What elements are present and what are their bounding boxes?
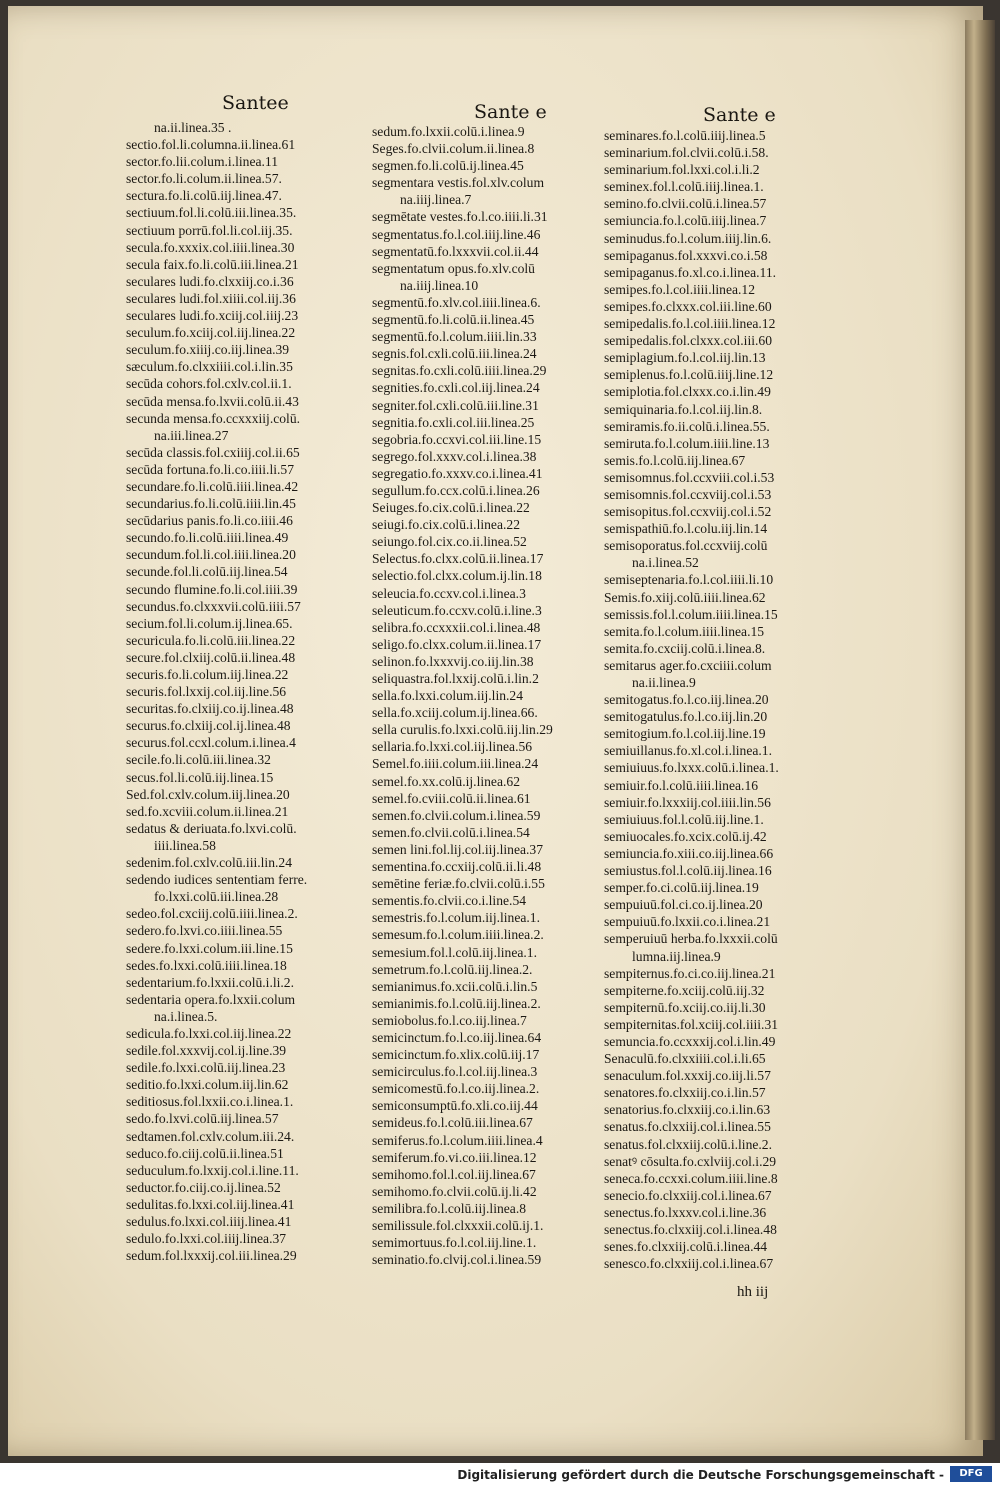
index-entry: Semis.fo.xiij.colū.iiii.linea.62: [604, 589, 766, 605]
running-head-right: Sante e: [703, 104, 776, 126]
index-entry: segmentatū.fo.lxxxvii.col.ii.44: [372, 243, 539, 259]
index-entry: semitogatulus.fo.l.co.iij.lin.20: [604, 709, 768, 725]
index-entry: securus.fo.clxiij.col.ij.linea.48: [126, 718, 291, 734]
index-entry: na.ii.linea.35 .: [154, 120, 232, 135]
index-entry: Sed.fol.cxlv.colum.iij.linea.20: [126, 786, 290, 802]
index-entry: secus.fol.li.colū.iij.linea.15: [126, 769, 274, 785]
index-entry: segmentū.fo.li.colū.ii.linea.45: [372, 312, 535, 328]
index-entry: sedulitas.fo.lxxi.col.iij.linea.41: [126, 1196, 295, 1212]
index-entry: semianimis.fo.l.colū.iij.linea.2.: [372, 995, 541, 1011]
index-entry: Senaculū.fo.clxxiiii.col.i.li.65: [604, 1051, 766, 1067]
index-entry: sedes.fo.lxxi.colū.iiii.linea.18: [126, 957, 287, 973]
index-entry: semperuiuū herba.fo.lxxxii.colū: [604, 931, 778, 947]
index-entry: semesum.fo.l.colum.iiii.linea.2.: [372, 927, 544, 943]
index-entry: senectus.fo.clxxiij.col.i.linea.48: [604, 1222, 777, 1237]
index-entry: lumna.iij.linea.9: [632, 948, 721, 964]
index-entry: seiugi.fo.cix.colū.i.linea.22: [372, 517, 520, 533]
index-entry: semipes.fo.l.col.iiii.linea.12: [604, 281, 756, 297]
dfg-logo: DFG: [950, 1466, 992, 1482]
index-entry: segmentatum opus.fo.xlv.colū: [372, 260, 535, 276]
index-entry: sempiternitas.fol.xciij.col.iiii.31: [604, 1016, 779, 1032]
index-entry: iiii.linea.58: [154, 837, 216, 853]
index-entry: seculares ludi.fol.xiiii.col.iij.36: [126, 290, 296, 306]
index-entry: semetrum.fo.l.colū.iij.linea.2.: [372, 961, 533, 977]
index-entry: selectio.fol.clxx.colum.ij.lin.18: [372, 568, 542, 584]
index-entry: sedeo.fol.cxciij.colū.iiii.linea.2.: [126, 906, 298, 922]
index-entry: semisomnus.fol.ccxviii.col.i.53: [604, 469, 775, 485]
index-entry: semicomestū.fo.l.co.iij.linea.2.: [372, 1081, 540, 1097]
index-entry: sedendo iudices sententiam ferre.: [126, 872, 308, 888]
index-entry: senatores.fo.clxxiij.co.i.lin.57: [604, 1085, 766, 1101]
index-entry: semiuillanus.fo.xl.col.i.linea.1.: [604, 743, 773, 759]
index-entry: semilissule.fol.clxxxii.colū.ij.1.: [372, 1218, 544, 1233]
index-entry: sella curulis.fo.lxxi.colū.iij.lin.29: [372, 722, 553, 738]
index-entry: fo.lxxi.colū.iii.linea.28: [154, 889, 279, 905]
index-entry: secundarius.fo.li.colū.iiii.lin.45: [126, 496, 296, 512]
index-entry: semiconsumptū.fo.xli.co.iij.44: [372, 1098, 538, 1114]
index-entry: seleuticum.fo.ccxv.colū.i.line.3: [372, 602, 542, 618]
index-entry: segullum.fo.ccx.colū.i.linea.26: [372, 482, 540, 498]
index-entry: seduculum.fo.lxxij.col.i.line.11.: [126, 1162, 299, 1178]
index-entry: segnities.fo.cxli.col.iij.linea.24: [372, 380, 540, 396]
index-entry: sedicula.fo.lxxi.col.iij.linea.22: [126, 1025, 292, 1041]
index-entry: segmentū.fo.l.colum.iiii.lin.33: [372, 329, 537, 345]
index-entry: sempuiuū.fo.lxxii.co.i.linea.21: [604, 914, 771, 930]
index-entry: seminudus.fo.l.colum.iiij.lin.6.: [604, 230, 772, 246]
index-entry: seiungo.fol.cix.co.ii.linea.52: [372, 534, 527, 550]
index-entry: sedulus.fo.lxxi.col.iiij.linea.41: [126, 1214, 292, 1229]
index-entry: segniter.fol.cxli.colū.iii.line.31: [372, 397, 539, 413]
index-entry: seditiosus.fol.lxxii.co.i.linea.1.: [126, 1094, 294, 1110]
index-entry: semisoporatus.fol.ccxviij.colū: [604, 538, 768, 554]
footer-credit: Digitalisierung gefördert durch die Deutsche Forschungsgemeinschaft -: [457, 1468, 944, 1482]
index-entry: secundare.fo.li.colū.iiii.linea.42: [126, 478, 299, 494]
index-entry: semiplenus.fo.l.colū.iiij.line.12: [604, 367, 774, 383]
index-entry: semitarus ager.fo.cxciiii.colum: [604, 657, 772, 673]
index-column-middle: [372, 123, 553, 1268]
index-entry: secula.fo.xxxix.col.iiii.linea.30: [126, 239, 295, 255]
index-entry: sempuiuū.fol.ci.co.ij.linea.20: [604, 897, 763, 913]
index-entry: seductor.fo.ciij.co.ij.linea.52: [126, 1179, 281, 1195]
index-entry: seminatio.fo.clvij.col.i.linea.59: [372, 1252, 542, 1268]
index-entry: senes.fo.clxxiij.colū.i.linea.44: [604, 1239, 768, 1255]
index-entry: sectura.fo.li.colū.iij.linea.47.: [126, 188, 282, 204]
index-entry: sempiternus.fo.ci.co.iij.linea.21: [604, 965, 776, 981]
index-entry: semiuncia.fo.l.colū.iiij.linea.7: [604, 213, 767, 229]
index-entry: semiseptenaria.fo.l.col.iiii.li.10: [604, 572, 774, 588]
index-entry: sedere.fo.lxxi.colum.iii.line.15: [126, 940, 293, 956]
index-entry: semper.fo.ci.colū.iij.linea.19: [604, 880, 759, 896]
index-entry: sæculum.fo.clxxiiii.col.i.lin.35: [126, 359, 293, 375]
index-entry: semicirculus.fo.l.col.iij.linea.3: [372, 1064, 538, 1080]
index-entry: semētine feriæ.fo.clvii.colū.i.55: [372, 876, 545, 892]
index-entry: securicula.fo.li.colū.iii.linea.22: [126, 632, 296, 648]
index-entry: semen.fo.clvii.colū.i.linea.54: [372, 824, 530, 840]
index-entry: senesco.fo.clxxiij.col.i.linea.67: [604, 1256, 774, 1272]
index-entry: segmentū.fo.xlv.col.iiii.linea.6.: [372, 294, 541, 310]
index-entry: semipes.fo.clxxx.col.iii.line.60: [604, 298, 772, 314]
index-entry: semel.fo.cviii.colū.ii.linea.61: [372, 790, 531, 806]
index-entry: seculum.fo.xciij.col.iij.linea.22: [126, 325, 296, 341]
index-entry: sectio.fol.li.columna.ii.linea.61: [126, 137, 296, 153]
index-entry: segobria.fo.ccxvi.col.iii.line.15: [372, 431, 542, 447]
index-entry: sedile.fol.xxxvij.col.ij.line.39: [126, 1043, 287, 1059]
index-entry: sedum.fo.lxxii.colū.i.linea.9: [372, 124, 525, 139]
index-entry: seculares ludi.fo.xciij.col.iiij.23: [126, 308, 299, 324]
index-entry: senatus.fo.clxxiij.col.i.linea.55: [604, 1119, 771, 1135]
index-entry: semihomo.fol.l.col.iij.linea.67: [372, 1166, 536, 1182]
index-entry: secūdarius panis.fo.li.co.iiii.46: [126, 513, 293, 529]
index-entry: semiferus.fo.l.colum.iiii.linea.4: [372, 1132, 543, 1148]
index-entry: secundum.fol.li.col.iiii.linea.20: [126, 547, 296, 563]
index-entry: selinon.fo.lxxxvij.co.iij.lin.38: [372, 653, 534, 669]
index-entry: semilibra.fo.l.colū.iij.linea.8: [372, 1200, 527, 1216]
index-entry: seculares ludi.fo.clxxiij.co.i.36: [126, 273, 294, 289]
index-entry: seculum.fo.xiiij.co.iij.linea.39: [126, 342, 290, 358]
index-entry: na.iiij.linea.10: [400, 277, 479, 293]
index-entry: secure.fol.clxiij.colū.ii.linea.48: [126, 649, 296, 665]
index-entry: secium.fol.li.colum.ij.linea.65.: [126, 615, 293, 631]
index-entry: semiplagium.fo.l.col.iij.lin.13: [604, 350, 766, 366]
index-column-right: [604, 127, 779, 1272]
index-entry: sempiterne.fo.xciij.colū.iij.32: [604, 982, 765, 998]
index-entry: semisopitus.fol.ccxviij.col.i.52: [604, 504, 772, 520]
index-entry: na.iii.linea.27: [154, 427, 229, 443]
index-entry: sedum.fol.lxxxij.col.iii.linea.29: [126, 1248, 297, 1264]
index-entry: secundo flumine.fo.li.col.iiii.39: [126, 581, 298, 597]
index-entry: semiuir.fo.lxxxiij.col.iiii.lin.56: [604, 794, 771, 810]
index-entry: seminex.fol.l.colū.iiij.linea.1.: [604, 179, 764, 195]
index-entry: senecio.fo.clxxiij.col.i.linea.67: [604, 1187, 772, 1203]
index-entry: sedo.fo.lxvi.colū.iij.linea.57: [126, 1111, 279, 1127]
index-entry: semianimus.fo.xcii.colū.i.lin.5: [372, 978, 538, 994]
index-entry: semispathiū.fo.l.colu.iij.lin.14: [604, 521, 768, 537]
index-entry: semiuncia.fo.xiii.co.iij.linea.66: [604, 845, 774, 861]
page-edge-stack: [965, 20, 995, 1440]
index-entry: sedentaria opera.fo.lxxii.colum: [126, 991, 296, 1007]
index-entry: semen lini.fol.lij.col.iij.linea.37: [372, 841, 544, 857]
index-entry: semiuir.fo.l.colū.iiii.linea.16: [604, 777, 759, 793]
index-entry: sedatus & deriuata.fo.lxvi.colū.: [126, 820, 297, 836]
index-entry: segmētate vestes.fo.l.co.iiii.li.31: [372, 209, 548, 225]
index-entry: semesium.fol.l.colū.iij.linea.1.: [372, 944, 537, 960]
index-entry: Semel.fo.iiii.colum.iii.linea.24: [372, 756, 539, 772]
index-entry: segregatio.fo.xxxv.co.i.linea.41: [372, 465, 543, 481]
index-entry: securitas.fo.clxiij.co.ij.linea.48: [126, 701, 294, 717]
index-entry: na.i.linea.5.: [154, 1008, 218, 1024]
index-entry: secundo.fo.li.colū.iiii.linea.49: [126, 530, 289, 546]
index-entry: segrego.fol.xxxv.col.i.linea.38: [372, 448, 537, 464]
index-entry: senatus.fol.clxxiij.colū.i.line.2.: [604, 1136, 773, 1152]
index-entry: semiramis.fo.ii.colū.i.linea.55.: [604, 418, 770, 434]
index-entry: semitogium.fo.l.col.iij.line.19: [604, 726, 766, 742]
index-entry: semisomnis.fol.ccxviij.col.i.53: [604, 486, 772, 502]
index-entry: secūda cohors.fol.cxlv.col.ii.1.: [126, 376, 292, 392]
index-entry: semiobolus.fo.l.co.iij.linea.7: [372, 1012, 527, 1028]
index-entry: senatꝰ cōsulta.fo.cxlviij.col.i.29: [604, 1153, 777, 1169]
index-entry: semipaganus.fol.xxxvi.co.i.58: [604, 247, 768, 263]
index-entry: na.ii.linea.9: [632, 675, 696, 690]
index-entry: segnitia.fo.cxli.col.iii.linea.25: [372, 414, 535, 430]
index-entry: semipedalis.fol.clxxx.col.iii.60: [604, 333, 773, 349]
index-entry: secundus.fo.clxxxvii.colū.iiii.57: [126, 598, 301, 614]
index-entry: semuncia.fo.ccxxxij.col.i.lin.49: [604, 1033, 776, 1049]
index-entry: secūda fortuna.fo.li.co.iiii.li.57: [126, 461, 294, 477]
index-entry: semicinctum.fo.l.co.iij.linea.64: [372, 1029, 542, 1045]
index-entry: semita.fo.l.colum.iiii.linea.15: [604, 623, 765, 639]
index-entry: sementis.fo.clvii.co.i.line.54: [372, 893, 527, 909]
index-entry: semiplotia.fol.clxxx.co.i.lin.49: [604, 384, 771, 400]
index-entry: seduco.fo.ciij.colū.ii.linea.51: [126, 1145, 284, 1161]
index-entry: semiruta.fo.l.colum.iiii.line.13: [604, 435, 770, 451]
index-entry: seligo.fo.clxx.colum.ii.linea.17: [372, 636, 542, 652]
index-entry: semimortuus.fo.l.col.iij.line.1.: [372, 1235, 537, 1251]
index-entry: semicinctum.fo.xlix.colū.iij.17: [372, 1047, 540, 1063]
index-entry: sementina.fo.ccxiij.colū.ii.li.48: [372, 859, 542, 875]
index-entry: semihomo.fo.clvii.colū.ij.li.42: [372, 1183, 537, 1199]
index-entry: semitogatus.fo.l.co.iij.linea.20: [604, 692, 769, 708]
index-entry: securis.fol.lxxij.col.iij.line.56: [126, 684, 287, 700]
index-entry: securis.fo.li.colum.iij.linea.22: [126, 667, 289, 682]
index-entry: seminarium.fol.clvii.colū.i.58.: [604, 145, 769, 161]
index-entry: sectiuum.fol.li.colū.iii.linea.35.: [126, 205, 297, 221]
index-entry: semiuiuus.fo.lxxx.colū.i.linea.1.: [604, 760, 779, 776]
index-entry: semideus.fo.l.colū.iii.linea.67: [372, 1115, 533, 1131]
index-entry: sed.fo.xcviii.colum.ii.linea.21: [126, 803, 289, 819]
signature-mark: hh iij: [737, 1284, 769, 1300]
index-entry: sedtamen.fol.cxlv.colum.iii.24.: [126, 1128, 295, 1144]
index-entry: seditio.fo.lxxi.colum.iij.lin.62: [126, 1077, 289, 1093]
index-entry: senectus.fo.lxxxv.col.i.line.36: [604, 1204, 767, 1220]
index-entry: senaculum.fol.xxxij.co.iij.li.57: [604, 1068, 771, 1084]
index-entry: na.iiij.linea.7: [400, 192, 472, 208]
index-entry: segnitas.fo.cxli.colū.iiii.linea.29: [372, 363, 547, 379]
index-entry: semel.fo.xx.colū.ij.linea.62: [372, 773, 520, 789]
index-entry: Seiuges.fo.cix.colū.i.linea.22: [372, 500, 530, 516]
index-entry: semino.fo.clvii.colū.i.linea.57: [604, 196, 767, 212]
index-entry: semestris.fo.l.colum.iij.linea.1.: [372, 910, 541, 926]
index-entry: sedulo.fo.lxxi.col.iiij.linea.37: [126, 1231, 287, 1247]
index-entry: semiquinaria.fo.l.col.iij.lin.8.: [604, 401, 763, 417]
index-entry: sedero.fo.lxvi.co.iiii.linea.55: [126, 923, 283, 939]
index-entry: Seges.fo.clvii.colum.ii.linea.8: [372, 141, 535, 157]
index-entry: semiferum.fo.vi.co.iii.linea.12: [372, 1149, 537, 1165]
index-entry: segmentara vestis.fol.xlv.colum: [372, 175, 545, 191]
index-entry: secula faix.fo.li.colū.iii.linea.21: [126, 256, 299, 272]
index-entry: segmentatus.fo.l.col.iiij.line.46: [372, 226, 541, 242]
index-entry: segnis.fol.cxli.colū.iii.linea.24: [372, 346, 537, 362]
index-entry: sector.fo.lii.colum.i.linea.11: [126, 154, 279, 170]
index-column-left: [126, 119, 307, 1264]
index-entry: sedenim.fol.cxlv.colū.iii.lin.24: [126, 855, 292, 871]
index-entry: sellaria.fo.lxxi.col.iij.linea.56: [372, 739, 533, 755]
index-entry: secūda classis.fol.cxiiij.col.ii.65: [126, 444, 300, 460]
index-entry: sempiternū.fo.xciij.co.iij.li.30: [604, 999, 766, 1015]
index-entry: sella.fo.xciij.colum.ij.linea.66.: [372, 705, 538, 721]
index-entry: semita.fo.cxciij.colū.i.linea.8.: [604, 640, 766, 656]
index-entry: sella.fo.lxxi.colum.iij.lin.24: [372, 688, 524, 704]
running-head-middle: Sante e: [474, 101, 547, 123]
index-entry: segmen.fo.li.colū.ij.linea.45: [372, 158, 524, 174]
index-entry: semiuiuus.fol.l.colū.iij.line.1.: [604, 811, 764, 827]
index-entry: semiuocales.fo.xcix.colū.ij.42: [604, 828, 767, 844]
index-entry: semis.fo.l.colū.iij.linea.67: [604, 452, 746, 468]
index-entry: seleucia.fo.ccxv.col.i.linea.3: [372, 585, 526, 601]
index-entry: secunda mensa.fo.ccxxxiij.colū.: [126, 410, 301, 426]
index-entry: semissis.fol.l.colum.iiii.linea.15: [604, 606, 778, 622]
index-entry: semipedalis.fo.l.col.iiii.linea.12: [604, 316, 776, 332]
index-entry: secile.fo.li.colū.iii.linea.32: [126, 752, 271, 768]
index-entry: securus.fol.ccxl.colum.i.linea.4: [126, 735, 296, 751]
index-entry: sectiuum porrū.fol.li.col.iij.35.: [126, 222, 293, 238]
index-entry: na.i.linea.52: [632, 555, 699, 571]
index-entry: seliquastra.fol.lxxij.colū.i.lin.2: [372, 671, 539, 686]
index-entry: secunde.fol.li.colū.iij.linea.54: [126, 564, 288, 580]
running-head-left: Santee: [222, 92, 289, 114]
index-entry: sedentarium.fo.lxxii.colū.i.li.2.: [126, 974, 295, 990]
index-entry: semiustus.fol.l.colū.iij.linea.16: [604, 863, 772, 879]
index-entry: seminares.fo.l.colū.iiij.linea.5: [604, 128, 766, 143]
index-entry: Selectus.fo.clxx.colū.ii.linea.17: [372, 551, 544, 567]
index-entry: semen.fo.clvii.colum.i.linea.59: [372, 807, 541, 823]
index-entry: sector.fo.li.colum.ii.linea.57.: [126, 171, 282, 187]
index-entry: seminarium.fol.lxxi.col.i.li.2: [604, 162, 760, 178]
index-entry: selibra.fo.ccxxxii.col.i.linea.48: [372, 619, 541, 635]
index-entry: secūda mensa.fo.lxvii.colū.ii.43: [126, 393, 299, 409]
index-entry: seneca.fo.ccxxi.colum.iiii.line.8: [604, 1170, 778, 1186]
index-entry: sedile.fo.lxxi.colū.iij.linea.23: [126, 1060, 286, 1076]
index-entry: semipaganus.fo.xl.co.i.linea.11.: [604, 264, 777, 280]
index-entry: senatorius.fo.clxxiij.co.i.lin.63: [604, 1102, 771, 1118]
